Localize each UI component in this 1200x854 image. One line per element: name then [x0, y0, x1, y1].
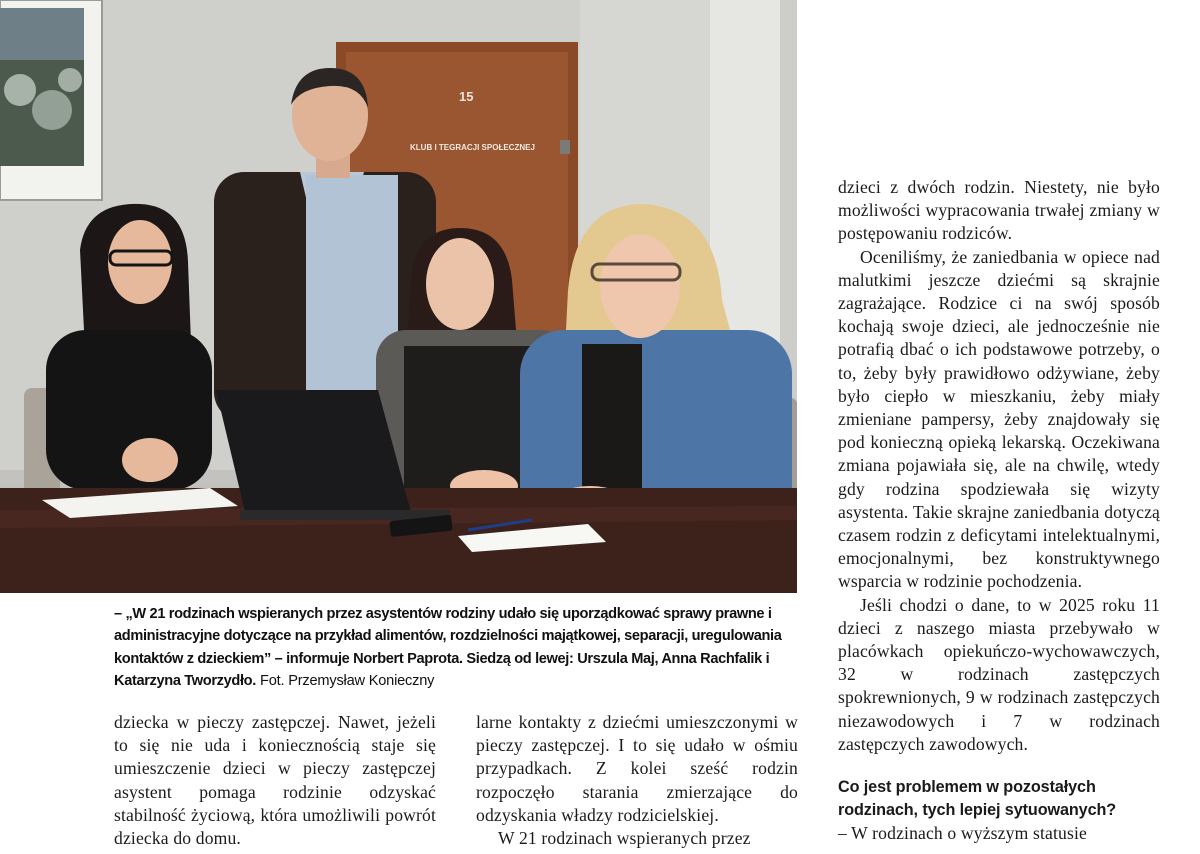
article-photo — [0, 0, 797, 593]
paragraph: Jeśli chodzi o dane, to w 2025 roku 11 dzieci z naszego miasta przebywało w placówkach opiekuńczo-wychowawczych, 32 w rodzinach zastępczych spokrewnionych, 9 w rodzinach zastępczych niezawodowych i 7 w rodzinach zastępczych zawodowych. — [838, 594, 1160, 754]
paragraph: dzieci z dwóch rodzin. Niestety, nie było możliwości wypracowania trwałej zmiany w postępowaniu rodziców. — [838, 177, 1160, 244]
paragraph: W 21 rodzinach wspieranych przez — [498, 828, 751, 849]
paragraph: larne kontakty z dziećmi umieszczonymi w pieczy zastępczej. I to się udało w ośmiu przypadkach. Z kolei sześć rodzin rozpoczęło starania zmierzające do odzyskania władzy rodzicielskiej. — [476, 712, 798, 825]
paragraph: – W rodzinach o wyższym statusie — [838, 823, 1087, 844]
photo-illustration — [0, 0, 797, 593]
laptop — [216, 390, 412, 516]
article-column-3 — [838, 176, 1160, 846]
caption-text: – „W 21 rodzinach wspieranych przez asystentów rodziny udało się uporządkować sprawy prawne i administracyjne dotyczące na przykład alimentów, rozdzielności majątkowej, separacji, uregulowania kontaktów z dzieckiem” – informuje Norbert Paprota. Siedzą od lewej: Urszula Maj, Anna Rachfalik i Katarzyna Tworzydło. — [114, 606, 782, 689]
article-column-1 — [114, 711, 436, 850]
door-sign: KLUB I TEGRACJI SPOŁECZNEJ — [410, 143, 535, 152]
photo-credit: Fot. Przemysław Konieczny — [260, 672, 435, 689]
door-number: 15 — [459, 89, 474, 104]
article-column-2 — [476, 711, 798, 850]
photo-caption — [114, 603, 794, 692]
paragraph: dziecka w pieczy zastępczej. Nawet, jeżeli to się nie uda i koniecznością staje się umieszczenie dzieci w pieczy zastępczej asystent pomaga rodzinie odzyskać stabilność życiową, która umożliwili powrót dziecka do domu. — [114, 712, 436, 849]
paragraph: Oceniliśmy, że zaniedbania w opiece nad malutkimi jeszcze dziećmi są skrajnie zagrażające. Rodzice ci na swój sposób kochają swoje dzieci, ale jednocześnie nie potrafią dbać o ich podstawowe potrzeby, o to, żeby były prawidłowo odżywiane, żeby było ciepło w mieszkaniu, żeby miały zmieniane pampersy, żeby znajdowały się pod konieczną opieką lekarską. Oczekiwana zmiana pojawiała się, ale na chwilę, wtedy gdy rodzina spodziewała się wizyty asystenta. Takie skrajne zaniedbania dotyczą czasem rodzin z deficytami intelektualnymi, emocjonalnymi, bez konstruktywnego wsparcia w rodzinie pochodzenia. — [838, 246, 1160, 592]
section-heading: Co jest problemem w pozostałych rodzinach, tych lepiej sytuowanych? — [838, 778, 1117, 820]
